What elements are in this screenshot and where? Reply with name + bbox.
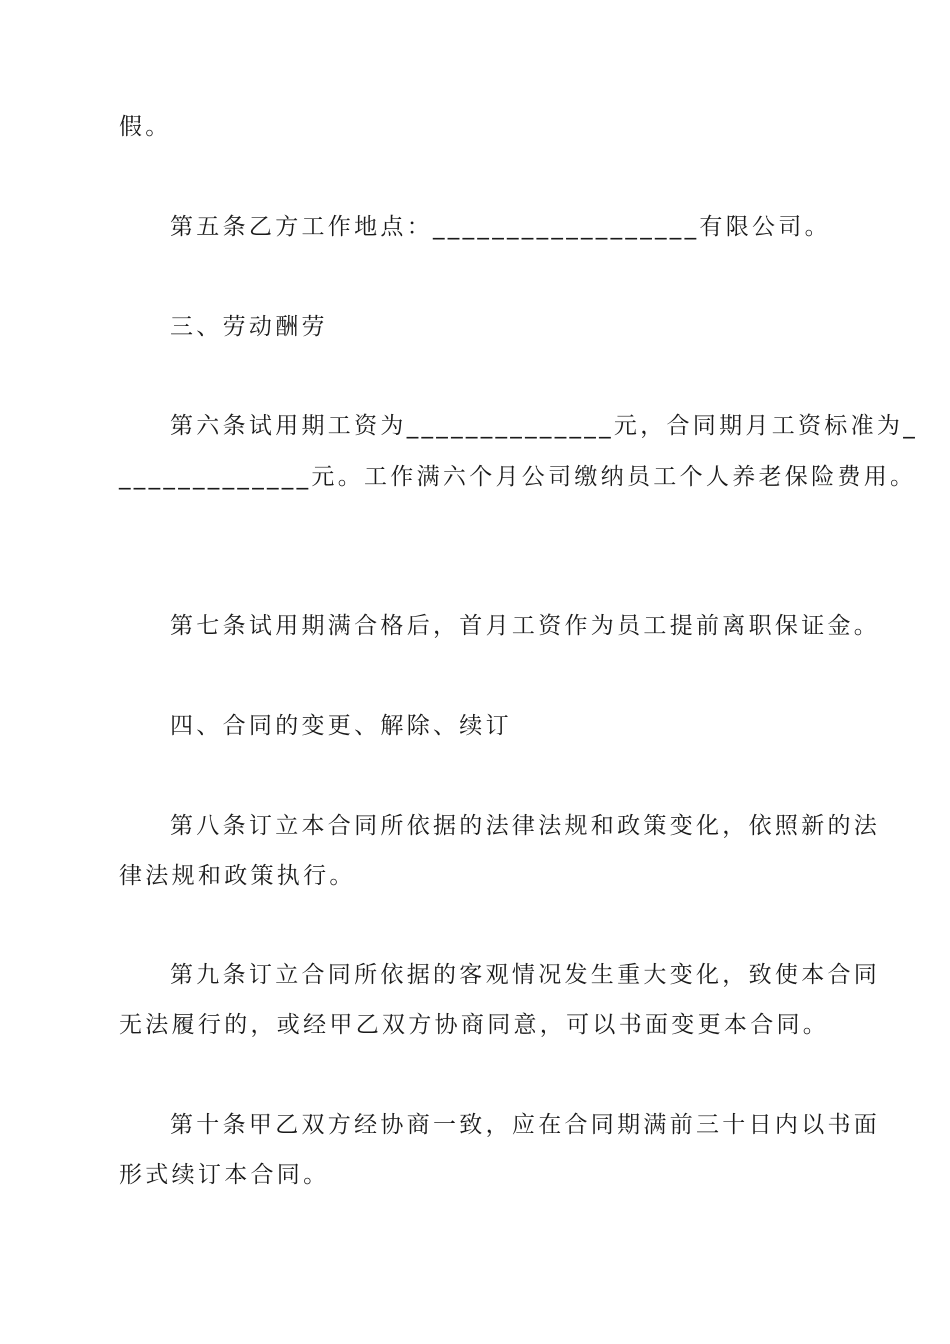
text-line-1: 假。 bbox=[119, 114, 172, 140]
clause-8-line-1: 第八条订立本合同所依据的法律法规和政策变化，依照新的法 bbox=[170, 813, 881, 839]
clause-10-line-1: 第十条甲乙双方经协商一致，应在合同期满前三十日内以书面 bbox=[170, 1112, 881, 1138]
clause-9-line-2: 无法履行的，或经甲乙双方协商同意，可以书面变更本合同。 bbox=[119, 1012, 830, 1038]
clause-10-line-2: 形式续订本合同。 bbox=[119, 1162, 330, 1188]
section-4-heading: 四、合同的变更、解除、续订 bbox=[170, 713, 512, 739]
clause-8-line-2: 律法规和政策执行。 bbox=[119, 863, 356, 889]
clause-5-work-location: 第五条乙方工作地点：__________________有限公司。 bbox=[170, 214, 831, 240]
clause-7: 第七条试用期满合格后，首月工资作为员工提前离职保证金。 bbox=[170, 613, 881, 639]
clause-6-line-1: 第六条试用期工资为______________元，合同期月工资标准为_ bbox=[170, 413, 918, 439]
clause-6-line-2: _____________元。工作满六个月公司缴纳员工个人养老保险费用。 bbox=[119, 464, 917, 490]
section-3-heading: 三、劳动酬劳 bbox=[170, 314, 328, 340]
clause-9-line-1: 第九条订立合同所依据的客观情况发生重大变化，致使本合同 bbox=[170, 962, 881, 988]
